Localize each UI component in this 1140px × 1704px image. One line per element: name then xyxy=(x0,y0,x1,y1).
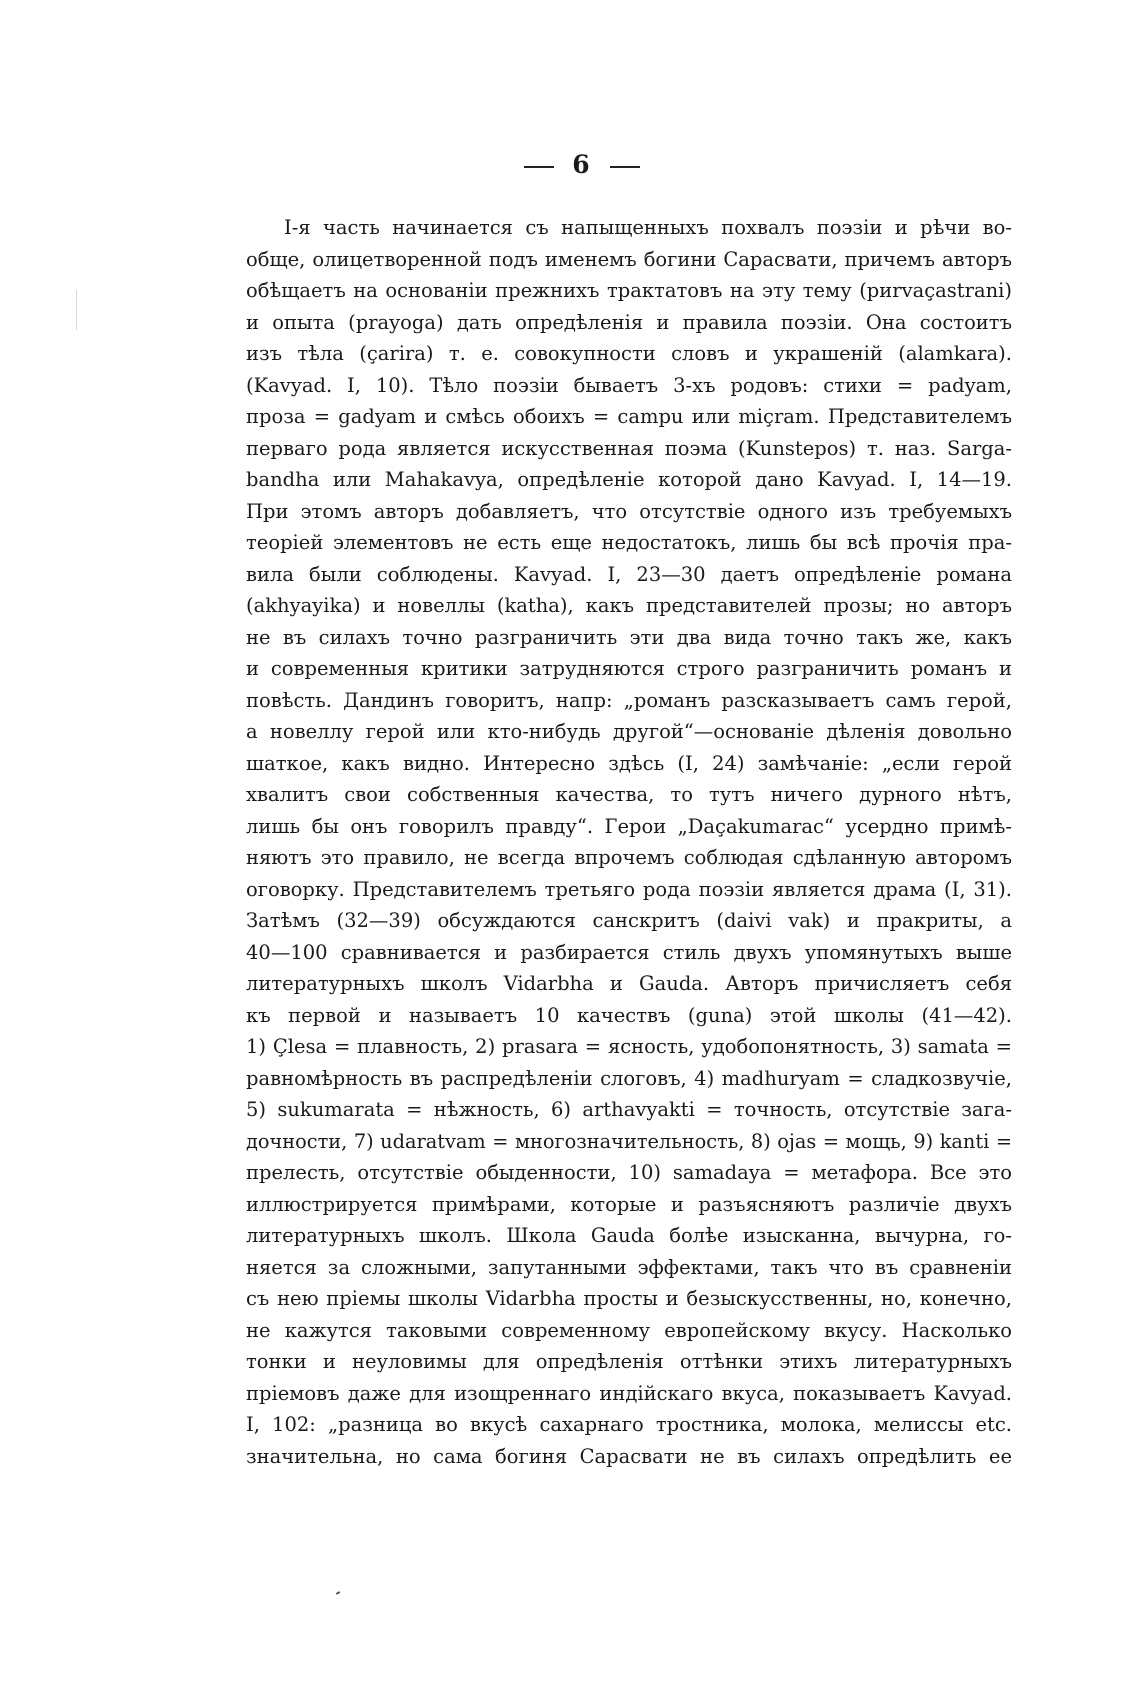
text-line: I-я часть начинается съ напыщенныхъ похвалъ поэзіи и рѣчи во- xyxy=(284,216,1012,239)
text-line: литературныхъ школъ Vidarbha и Gauda. Авторъ причисляетъ себя xyxy=(246,972,1012,995)
text-line: не кажутся таковыми современному европейскому вкусу. Насколько xyxy=(246,1318,1012,1342)
text-line: обѣщаетъ на основаніи прежнихъ трактатовъ на эту тему (pиrvaçastrani) xyxy=(246,279,1012,302)
text-line: Затѣмъ (32—39) обсуждаются санскритъ (daivi vak) и пракриты, а xyxy=(246,909,1012,932)
text-line: обще, олицетворенной подъ именемъ богини Сарасвати, причемъ авторъ xyxy=(246,247,1012,271)
text-line: няютъ это правило, не всегда впрочемъ соблюдая сдѣланную авторомъ xyxy=(246,846,1012,869)
text-line: иллюстрируется примѣрами, которые и разъясняютъ различіе двухъ xyxy=(246,1192,1012,1216)
text-line: равномѣрность въ распредѣленіи слоговъ, 4) madhuryam = сладкозвучіе, xyxy=(246,1066,1012,1090)
text-line: значительна, но сама богиня Сарасвати не въ силахъ опредѣлить ее xyxy=(246,1444,1012,1468)
page-number-dash-left xyxy=(524,166,554,168)
text-line: литературныхъ школъ. Школа Gauda болѣе изысканна, вычурна, го- xyxy=(246,1224,1012,1247)
text-line: а новеллу герой или кто-нибудь другой“—основаніе дѣленія довольно xyxy=(246,720,1012,743)
text-line: съ нею пріемы школы Vidarbha просты и безыскусственны, но, конечно, xyxy=(246,1287,1012,1310)
scan-speck xyxy=(336,1591,340,1595)
text-line: тонки и неуловимы для опредѣленія оттѣнки этихъ литературныхъ xyxy=(246,1350,1012,1373)
text-line: (Kavyad. I, 10). Тѣло поэзіи бываетъ 3-хъ родовъ: стихи = padyam, xyxy=(246,373,1012,397)
margin-scan-mark xyxy=(76,290,77,330)
text-line: няется за сложными, запутанными эффектами, такъ что въ сравненіи xyxy=(246,1255,1012,1279)
text-line: къ первой и называетъ 10 качествъ (guna) этой школы (41—42). xyxy=(246,1003,1012,1027)
text-line: и опыта (prayoga) дать опредѣленія и правила поэзіи. Она состоитъ xyxy=(246,310,1012,334)
page-number-dash-right xyxy=(610,166,640,168)
text-line: шаткое, какъ видно. Интересно здѣсь (I, 24) замѣчаніе: „если герой xyxy=(246,751,1012,775)
text-line: 1) Çlesa = плавность, 2) prasara = ясность, удобопонятность, 3) samata = xyxy=(246,1035,1012,1058)
text-line: не въ силахъ точно разграничить эти два вида точно такъ же, какъ xyxy=(246,625,1012,649)
text-line: bandha или Mahakavya, опредѣленіе которой дано Kavyad. I, 14—19. xyxy=(246,468,1012,491)
text-line: повѣсть. Дандинъ говоритъ, напр: „романъ разсказываетъ самъ герой, xyxy=(246,688,1012,712)
text-line: 40—100 сравнивается и разбирается стиль двухъ упомянутыхъ выше xyxy=(246,940,1012,964)
text-line: и современныя критики затрудняются строго разграничить романъ и xyxy=(246,657,1012,680)
text-line: перваго рода является искусственная поэма (Kunsteроs) т. наз. Sarga- xyxy=(246,436,1012,460)
text-line: вила были соблюдены. Kavyad. I, 23—30 даетъ опредѣленіе романа xyxy=(246,562,1012,586)
text-line: прелесть, отсутствіе обыденности, 10) samadaya = метафора. Все это xyxy=(246,1161,1012,1184)
body-text xyxy=(246,212,1012,1472)
text-line: 5) sukumarata = нѣжность, 6) arthavyakti = точность, отсутствіе зага- xyxy=(246,1098,1012,1121)
text-line: I, 102: „разница во вкусѣ сахарнаго тростника, молока, мелиссы etc. xyxy=(246,1413,1012,1436)
text-line: (akhyayika) и новеллы (katha), какъ представителей прозы; но авторъ xyxy=(246,594,1012,617)
text-line: оговорку. Представителемъ третьяго рода поэзіи является драма (I, 31). xyxy=(246,877,1012,901)
text-line: хвалитъ свои собственныя качества, то тутъ ничего дурного нѣтъ, xyxy=(246,783,1012,806)
text-line: лишь бы онъ говорилъ правду“. Герои „Daçakumarac“ усердно примѣ- xyxy=(246,814,1012,838)
text-line: При этомъ авторъ добавляетъ, что отсутствіе одного изъ требуемыхъ xyxy=(246,499,1012,523)
text-line: пріемовъ даже для изощреннаго индійскаго вкуса, показываетъ Kavyad. xyxy=(246,1381,1012,1405)
text-line: теоріей элементовъ не есть еще недостатокъ, лишь бы всѣ прочія пра- xyxy=(246,531,1012,554)
page-number-value: 6 xyxy=(572,150,592,179)
page-number xyxy=(0,150,1140,179)
text-line: проза = gadyam и смѣсь обоихъ = campu или miçram. Представителемъ xyxy=(246,405,1012,428)
text-line: дочности, 7) udaratvam = многозначительность, 8) ojas = мощь, 9) kanti = xyxy=(246,1129,1012,1153)
text-line: изъ тѣла (çarira) т. е. совокупности словъ и украшеній (alamkara). xyxy=(246,342,1012,365)
